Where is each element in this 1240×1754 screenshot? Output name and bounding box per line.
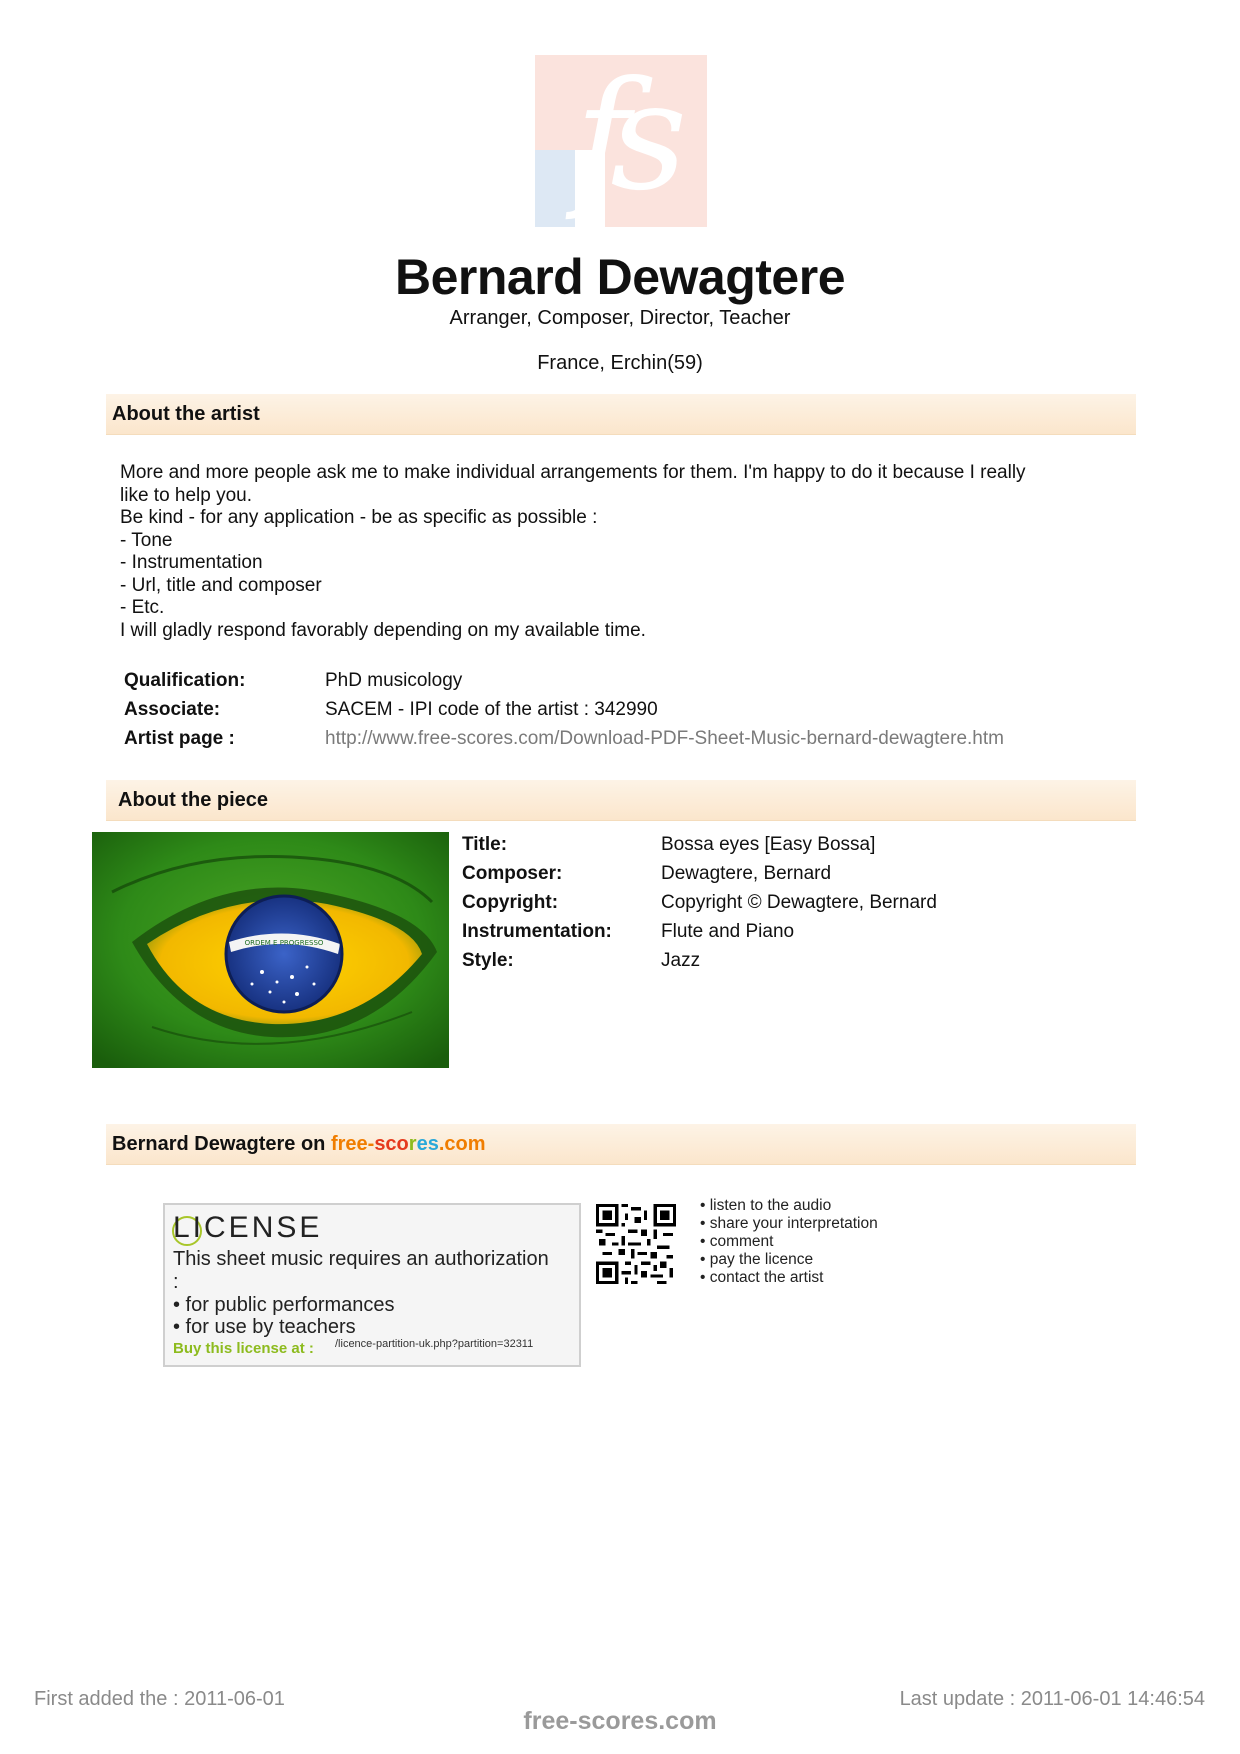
bio-line: like to help you. — [120, 484, 253, 506]
composer-value: Dewagtere, Bernard — [661, 863, 832, 884]
brand-part: .com — [438, 1133, 486, 1155]
section-about-artist — [106, 394, 1136, 435]
license-line: : — [173, 1271, 179, 1293]
copyright-value: Copyright © Dewagtere, Bernard — [661, 892, 937, 913]
onsite-prefix: Bernard Dewagtere on — [112, 1133, 331, 1155]
license-line: This sheet music requires an authorization — [173, 1248, 549, 1270]
bio-line: - Etc. — [120, 597, 165, 618]
bio-line: - Tone — [120, 529, 173, 551]
list-item: • pay the licence — [700, 1251, 814, 1268]
features-list — [700, 1197, 878, 1287]
free-scores-logo: fs — [535, 55, 707, 227]
license-line: • for use by teachers — [173, 1316, 356, 1338]
brand-part: es — [416, 1133, 439, 1155]
buy-license-label: Buy this license at : — [173, 1340, 314, 1357]
list-item: • share your interpretation — [700, 1215, 878, 1232]
artist-page-label: Artist page : — [124, 728, 235, 749]
brazil-eye-illustration — [92, 832, 449, 1068]
brand-part: sco — [374, 1133, 409, 1155]
artist-bio — [120, 462, 1120, 642]
buy-license-link[interactable]: /licence-partition-uk.php?partition=32311 — [335, 1338, 534, 1350]
list-item: • listen to the audio — [700, 1197, 832, 1214]
composer-label: Composer: — [462, 863, 563, 884]
section-title — [112, 1133, 486, 1156]
license-box — [163, 1203, 581, 1367]
qualification-value: PhD musicology — [325, 670, 463, 691]
piece-image — [92, 832, 449, 1068]
bio-line: - Instrumentation — [120, 552, 263, 573]
footer-brand: free-scores.com — [523, 1707, 717, 1735]
qr-code-icon[interactable] — [596, 1204, 676, 1284]
artist-roles: Arranger, Composer, Director, Teacher — [449, 307, 791, 329]
title-value: Bossa eyes [Easy Bossa] — [661, 834, 876, 855]
last-update-date: Last update : 2011-06-01 14:46:54 — [899, 1688, 1205, 1710]
license-line: • for public performances — [173, 1294, 395, 1316]
bio-line: More and more people ask me to make individual arrangements for them. I'm happy to do it because I really — [120, 462, 1026, 483]
flag-motto: ORDEM E PROGRESSO — [244, 939, 324, 947]
style-value: Jazz — [661, 950, 701, 971]
instrumentation-label: Instrumentation: — [462, 921, 612, 942]
section-about-piece — [106, 780, 1136, 821]
title-label: Title: — [462, 834, 508, 855]
bio-line: - Url, title and composer — [120, 574, 322, 596]
list-item: • contact the artist — [700, 1269, 824, 1286]
license-title: LICENSE — [173, 1211, 323, 1244]
first-added-date: First added the : 2011-06-01 — [34, 1688, 285, 1710]
copyright-label: Copyright: — [462, 892, 559, 913]
instrumentation-value: Flute and Piano — [661, 921, 795, 942]
associate-label: Associate: — [124, 699, 221, 720]
free-scores-brand-link[interactable] — [331, 1133, 486, 1155]
section-title: About the artist — [112, 403, 260, 425]
artist-location: France, Erchin(59) — [537, 352, 703, 374]
brand-part: free- — [330, 1133, 375, 1155]
section-on-free-scores — [106, 1124, 1136, 1165]
bio-line: I will gladly respond favorably depending on my available time. — [120, 619, 646, 641]
brand-part: r — [408, 1133, 417, 1155]
section-title: About the piece — [118, 789, 269, 811]
list-item: • comment — [700, 1233, 774, 1250]
associate-value: SACEM - IPI code of the artist : 342990 — [325, 699, 658, 720]
bio-line: Be kind - for any application - be as specific as possible : — [120, 507, 598, 528]
artist-name: Bernard Dewagtere — [395, 249, 845, 305]
qualification-label: Qualification: — [124, 670, 246, 691]
style-label: Style: — [462, 950, 514, 971]
artist-page-link[interactable]: http://www.free-scores.com/Download-PDF-Sheet-Music-bernard-dewagtere.htm — [325, 728, 1004, 749]
